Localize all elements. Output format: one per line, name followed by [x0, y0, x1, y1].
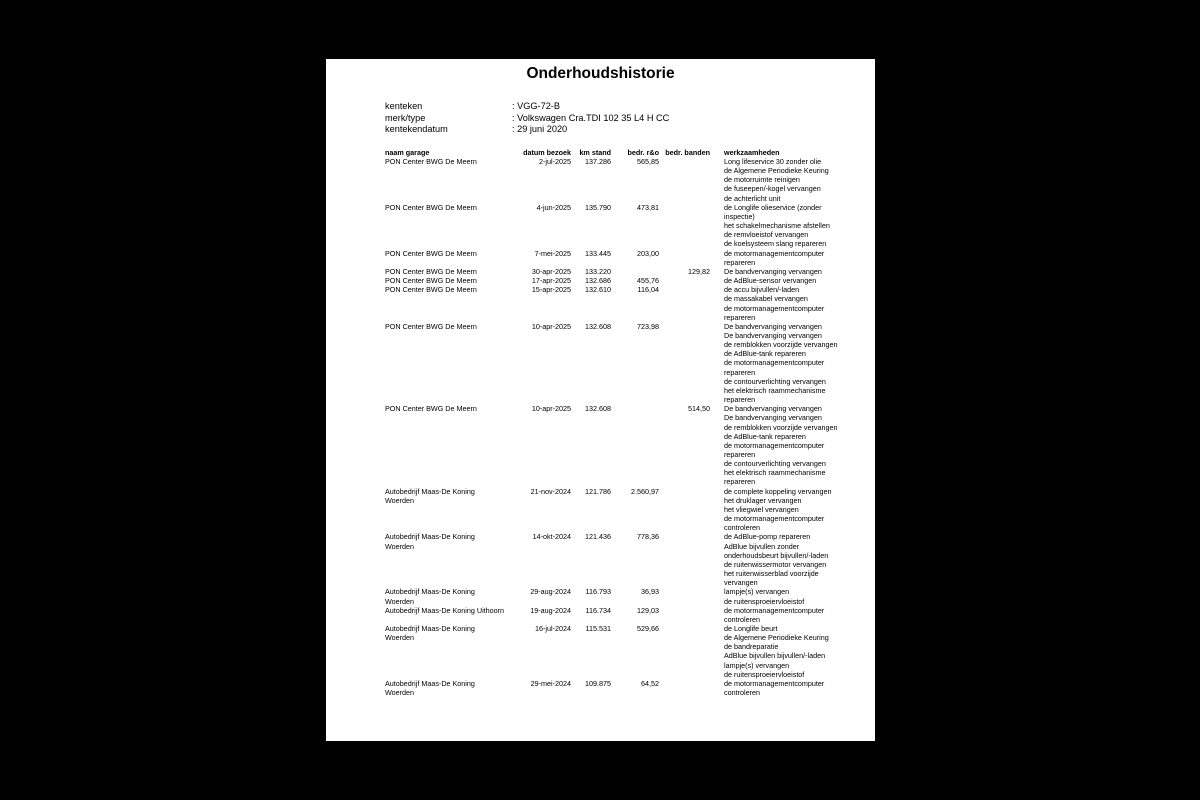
- work-line: de fuseepen/-kogel vervangen: [724, 184, 821, 194]
- work-line: de motormanagementcomputer: [724, 514, 825, 524]
- table-row: [385, 404, 865, 486]
- work-line: controleren: [724, 523, 760, 533]
- work-line: de Longlife beurt: [724, 623, 778, 633]
- work-line: de remblokken voorzijde vervangen: [724, 422, 838, 432]
- work-line: de contourverlichting vervangen: [724, 376, 826, 386]
- date-cell: 29-aug-2024: [530, 587, 571, 597]
- work-cell: [724, 679, 852, 697]
- work-cell: [724, 487, 852, 533]
- work-line: het vliegwiel vervangen: [724, 504, 799, 514]
- vehicle-field-plate: [385, 101, 669, 113]
- work-line: De bandvervanging vervangen: [724, 413, 822, 423]
- work-line: De bandvervanging vervangen: [724, 321, 822, 331]
- work-cell: [724, 157, 852, 203]
- km-cell: 137.286: [585, 157, 611, 166]
- garage-cell: PON Center BWG De Meern: [385, 404, 477, 414]
- work-line: de achterlicht unit: [724, 193, 781, 203]
- work-cell: [724, 606, 852, 624]
- garage-cell: PON Center BWG De Meern: [385, 157, 477, 166]
- table-row: [385, 606, 865, 624]
- work-line: de AdBlue-pomp repareren: [724, 532, 811, 542]
- work-line: het elektrisch raammechanisme: [724, 468, 826, 478]
- work-line: onderhoudsbeurt bijvullen/-laden: [724, 550, 829, 560]
- work-cell: [724, 322, 852, 404]
- plate-value: : VGG-72-B: [512, 101, 560, 111]
- ro-amount-cell: 778,36: [637, 532, 659, 542]
- garage-cell: Autobedrijf Maas-De Koning Woerden: [385, 486, 475, 505]
- work-line: het ruitenwisserblad voorzijde: [724, 569, 819, 579]
- date-cell: 14-okt-2024: [532, 532, 571, 542]
- make-label: merk/type: [385, 112, 426, 123]
- work-line: controleren: [724, 688, 760, 698]
- work-line: de ruitensproeiervloeistof: [724, 669, 805, 679]
- header-date: datum bezoek: [523, 148, 571, 157]
- work-line: de AdBlue-tank repareren: [724, 349, 806, 359]
- work-line: de AdBlue-sensor vervangen: [724, 276, 817, 286]
- work-line: de motormanagementcomputer: [724, 605, 825, 615]
- work-line: de accu bijvullen/-laden: [724, 285, 800, 295]
- km-cell: 121.786: [585, 486, 611, 496]
- work-cell: [724, 624, 852, 679]
- date-cell: 2-jul-2025: [539, 157, 571, 166]
- date-cell: 15-apr-2025: [531, 285, 571, 295]
- work-cell: [724, 203, 852, 249]
- work-line: de bandreparatie: [724, 642, 779, 652]
- work-line: de Algemene Periodieke Keuring: [724, 166, 829, 176]
- work-line: de remvloeistof vervangen: [724, 230, 809, 240]
- ro-amount-cell: 64,52: [641, 678, 659, 688]
- table-row: [385, 157, 865, 203]
- work-line: repareren: [724, 395, 756, 405]
- header-work: werkzaamheden: [724, 148, 780, 157]
- work-line: de complete koppeling vervangen: [724, 486, 832, 496]
- km-cell: 109.875: [585, 678, 611, 688]
- work-line: De bandvervanging vervangen: [724, 266, 822, 276]
- table-row: [385, 285, 865, 322]
- garage-cell: Autobedrijf Maas-De Koning Uithoorn: [385, 605, 505, 615]
- km-cell: 133.220: [585, 266, 611, 276]
- page-title: Onderhoudshistorie: [526, 65, 675, 82]
- garage-cell: PON Center BWG De Meern: [385, 276, 477, 286]
- ro-amount-cell: 455,76: [637, 276, 659, 286]
- date-cell: 10-apr-2025: [531, 321, 571, 331]
- work-cell: [724, 587, 852, 605]
- work-line: de Longlife olieservice (zonder: [724, 202, 822, 212]
- work-line: de ruitensproeiervloeistof: [724, 596, 805, 606]
- vehicle-field-registration-date: [385, 124, 669, 136]
- table-row: [385, 587, 865, 605]
- km-cell: 121.436: [585, 532, 611, 542]
- table-row: [385, 679, 865, 697]
- work-line: de motormanagementcomputer: [724, 678, 825, 688]
- km-cell: 132.608: [585, 321, 611, 331]
- ro-amount-cell: 473,81: [637, 202, 659, 212]
- work-line: lampje(s) vervangen: [724, 660, 790, 670]
- date-cell: 16-jul-2024: [535, 623, 571, 633]
- table-row: [385, 487, 865, 533]
- work-line: controleren: [724, 614, 760, 624]
- work-line: repareren: [724, 367, 756, 377]
- work-line: AdBlue bijvullen bijvullen/-laden: [724, 651, 826, 661]
- km-cell: 116.734: [585, 605, 611, 615]
- work-line: de contourverlichting vervangen: [724, 459, 826, 469]
- header-km: km stand: [579, 148, 611, 157]
- work-line: De bandvervanging vervangen: [724, 330, 822, 340]
- plate-label: kenteken: [385, 101, 423, 111]
- work-cell: [724, 285, 852, 322]
- km-cell: 132.608: [585, 404, 611, 414]
- km-cell: 115.531: [585, 623, 611, 633]
- work-line: het elektrisch raammechanisme: [724, 385, 826, 395]
- work-cell: [724, 267, 852, 276]
- work-line: inspectie): [724, 211, 755, 221]
- work-line: repareren: [724, 257, 756, 267]
- work-line: repareren: [724, 312, 756, 322]
- work-line: de motormanagementcomputer: [724, 440, 825, 450]
- ro-amount-cell: 203,00: [637, 248, 659, 258]
- vehicle-info: [385, 101, 669, 136]
- ro-amount-cell: 529,66: [637, 623, 659, 633]
- ro-amount-cell: 116,04: [637, 285, 659, 295]
- km-cell: 133.445: [585, 248, 611, 258]
- km-cell: 135.790: [585, 202, 611, 212]
- date-cell: 29-mei-2024: [530, 678, 571, 688]
- work-line: de motorruimte reinigen: [724, 175, 800, 185]
- ro-amount-cell: 36,93: [641, 587, 659, 597]
- work-line: het schakelmechanisme afstellen: [724, 221, 830, 231]
- tyre-amount-cell: 514,50: [688, 404, 710, 414]
- work-line: repareren: [724, 450, 756, 459]
- work-line: lampje(s) vervangen: [724, 587, 790, 597]
- garage-cell: PON Center BWG De Meern: [385, 248, 477, 258]
- work-line: AdBlue bijvullen zonder: [724, 541, 800, 551]
- work-line: de motormanagementcomputer: [724, 248, 825, 258]
- garage-cell: Autobedrijf Maas-De Koning Woerden: [385, 623, 475, 643]
- work-line: het druklager vervangen: [724, 495, 802, 505]
- table-row: [385, 267, 865, 276]
- table-row: [385, 203, 865, 249]
- garage-cell: Autobedrijf Maas-De Koning Woerden: [385, 587, 475, 606]
- garage-cell: Autobedrijf Maas-De Koning Woerden: [385, 532, 475, 551]
- km-cell: 132.686: [585, 276, 611, 286]
- make-value: : Volkswagen Cra.TDI 102 35 L4 H CC: [512, 112, 670, 123]
- date-cell: 17-apr-2025: [531, 276, 571, 286]
- ro-amount-cell: 2.560,97: [631, 486, 659, 496]
- table-row: [385, 532, 865, 587]
- ro-amount-cell: 723,98: [637, 321, 659, 331]
- table-row: [385, 322, 865, 404]
- work-cell: [724, 276, 852, 285]
- tyre-amount-cell: 129,82: [688, 266, 710, 276]
- table-row: [385, 276, 865, 285]
- date-cell: 19-aug-2024: [530, 605, 571, 615]
- vehicle-field-make: [385, 113, 669, 125]
- km-cell: 132.610: [585, 285, 611, 295]
- work-line: de massakabel vervangen: [724, 294, 808, 304]
- work-line: De bandvervanging vervangen: [724, 404, 822, 414]
- header-ro: bedr. r&o: [627, 148, 659, 157]
- registration-date-label: kentekendatum: [385, 124, 448, 134]
- date-cell: 4-jun-2025: [536, 202, 571, 212]
- date-cell: 10-apr-2025: [531, 404, 571, 414]
- work-line: de motormanagementcomputer: [724, 358, 825, 368]
- ro-amount-cell: 129,03: [637, 605, 659, 615]
- date-cell: 7-mei-2025: [534, 248, 571, 258]
- header-tyres: bedr. banden: [665, 148, 710, 157]
- garage-cell: PON Center BWG De Meern: [385, 266, 477, 276]
- document-page: [326, 59, 875, 741]
- work-cell: [724, 249, 852, 267]
- garage-cell: PON Center BWG De Meern: [385, 285, 477, 295]
- work-cell: [724, 532, 852, 587]
- garage-cell: PON Center BWG De Meern: [385, 202, 477, 212]
- work-line: de Algemene Periodieke Keuring: [724, 633, 829, 643]
- table-row: [385, 249, 865, 267]
- work-cell: [724, 404, 852, 486]
- work-line: Long lifeservice 30 zonder olie: [724, 157, 822, 166]
- table-row: [385, 624, 865, 679]
- date-cell: 30-apr-2025: [531, 266, 571, 276]
- work-line: vervangen: [724, 578, 758, 588]
- registration-date-value: : 29 juni 2020: [512, 124, 568, 134]
- ro-amount-cell: 565,85: [637, 157, 659, 166]
- work-line: de motormanagementcomputer: [724, 303, 825, 313]
- work-line: de ruitenwissermotor vervangen: [724, 559, 827, 569]
- work-line: de AdBlue-tank repareren: [724, 431, 806, 441]
- date-cell: 21-nov-2024: [530, 486, 571, 496]
- work-line: de remblokken voorzijde vervangen: [724, 340, 838, 350]
- work-line: repareren: [724, 477, 756, 487]
- header-garage: naam garage: [385, 148, 430, 157]
- maintenance-table: [385, 157, 865, 697]
- garage-cell: PON Center BWG De Meern: [385, 321, 477, 331]
- km-cell: 116.793: [585, 587, 611, 597]
- garage-cell: Autobedrijf Maas-De Koning Woerden: [385, 678, 475, 698]
- work-line: de koelsysteem slang repareren: [724, 239, 827, 249]
